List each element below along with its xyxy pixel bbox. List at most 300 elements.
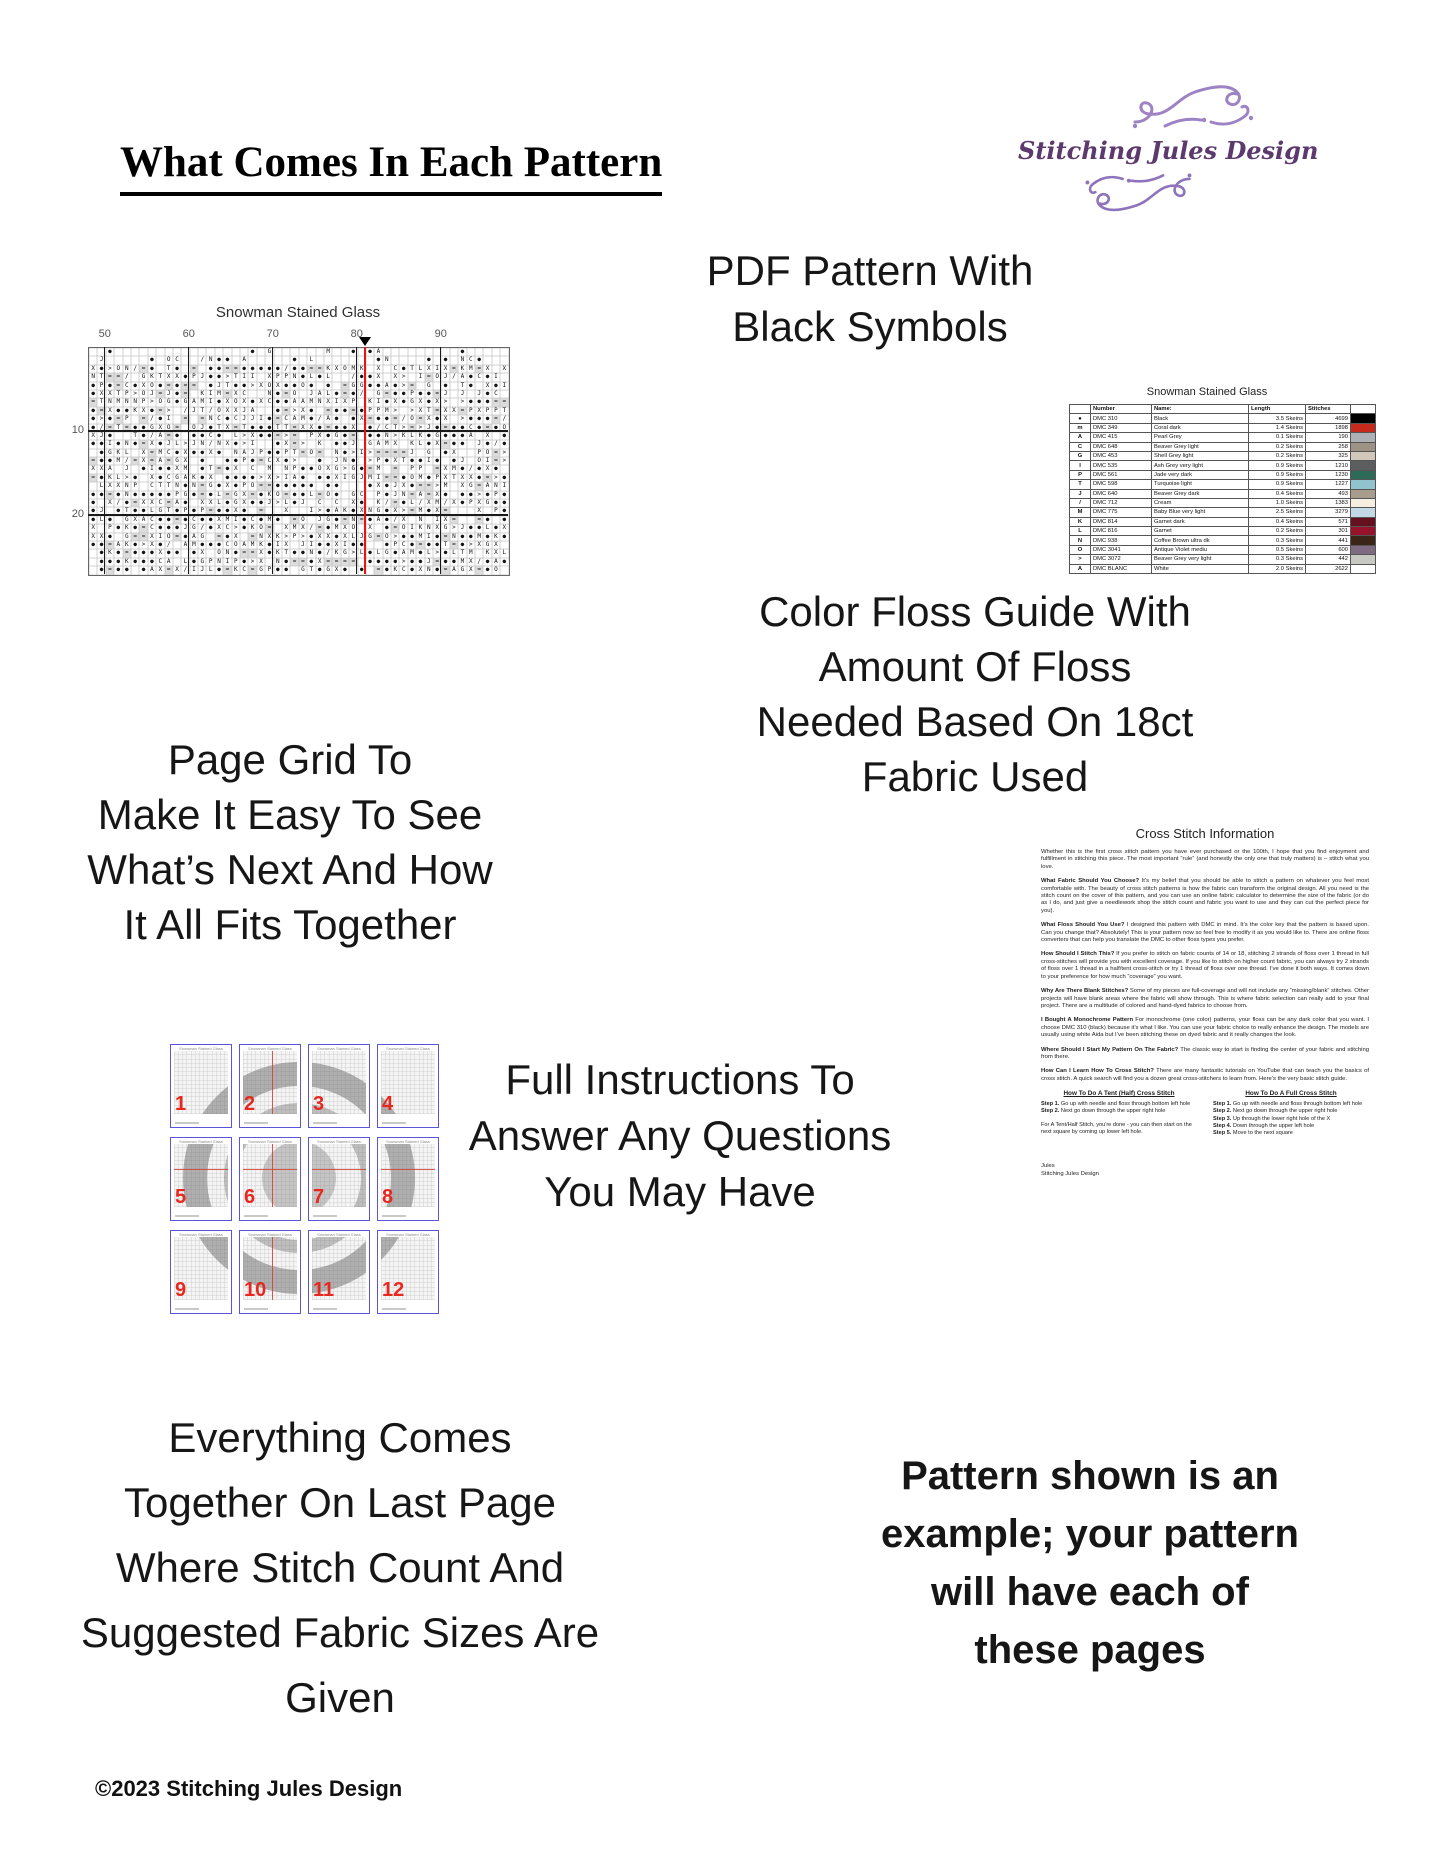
floss-row (1070, 517, 1376, 526)
chart-cell: = (290, 432, 298, 440)
chart-cell: / (123, 457, 131, 465)
chart-cell (173, 407, 181, 415)
floss-table-body (1070, 414, 1376, 574)
chart-cell: M (332, 524, 340, 532)
chart-cell: = (156, 390, 164, 398)
page-center-line-horizontal (381, 1169, 435, 1170)
page-footer-bar (175, 1122, 199, 1124)
chart-cell (332, 382, 340, 390)
chart-cell: G (425, 382, 433, 390)
chart-cell: = (341, 382, 349, 390)
chart-cell (165, 348, 173, 356)
chart-cell: = (131, 499, 139, 507)
chart-cell: O (248, 482, 256, 490)
chart-cell: X (433, 507, 441, 515)
chart-cell: L (173, 440, 181, 448)
chart-cell (500, 373, 508, 381)
chart-cell: = (366, 415, 374, 423)
chart-cell: > (399, 507, 407, 515)
chart-cell: X (206, 449, 214, 457)
chart-cell: X (198, 549, 206, 557)
chart-cell: ● (131, 424, 139, 432)
chart-cell: ● (475, 474, 483, 482)
chart-cell: N (232, 449, 240, 457)
chart-cell: K (274, 549, 282, 557)
page-header-text: Snowman Stained Glass (317, 1046, 361, 1051)
chart-cell: ● (206, 524, 214, 532)
chart-cell: C (391, 365, 399, 373)
chart-cell: > (341, 465, 349, 473)
chart-cell: P (282, 449, 290, 457)
chart-cell: C (206, 432, 214, 440)
chart-cell: ● (399, 474, 407, 482)
chart-cell: O (265, 382, 273, 390)
chart-cell: ● (240, 558, 248, 566)
chart-cell: J (97, 356, 105, 364)
chart-cell: ● (500, 432, 508, 440)
floss-cell: N (1070, 536, 1091, 545)
chart-cell: ● (173, 507, 181, 515)
caption-line: will have each of (931, 1570, 1249, 1614)
chart-cell (341, 415, 349, 423)
chart-cell: ● (458, 491, 466, 499)
floss-cell: DMC 453 (1091, 451, 1152, 460)
chart-cell: X (441, 415, 449, 423)
stained-glass-ring (183, 1062, 228, 1114)
chart-cell: ● (215, 541, 223, 549)
chart-cell: = (223, 390, 231, 398)
floss-row (1070, 536, 1376, 545)
chart-cell: ● (441, 449, 449, 457)
chart-cell: X (106, 407, 114, 415)
chart-cell: > (416, 424, 424, 432)
brand-logo (1018, 78, 1319, 218)
chart-cell: X (391, 398, 399, 406)
chart-cell (383, 465, 391, 473)
chart-cell: ● (131, 558, 139, 566)
chart-cell: ● (206, 424, 214, 432)
chart-cell: ● (441, 382, 449, 390)
chart-cell: ● (324, 524, 332, 532)
floss-cell: 2.5 Skeins (1249, 508, 1306, 517)
chart-cell: = (248, 549, 256, 557)
chart-cell: > (399, 373, 407, 381)
chart-cell: = (165, 382, 173, 390)
chart-cell: ● (332, 533, 340, 541)
chart-cell: ● (265, 549, 273, 557)
chart-cell (324, 499, 332, 507)
chart-cell: = (139, 440, 147, 448)
chart-cell: X (467, 558, 475, 566)
chart-cell: A (374, 516, 382, 524)
chart-cell: X (114, 482, 122, 490)
floss-cell: 0.9 Skeins (1249, 470, 1306, 479)
chart-cell (89, 558, 97, 566)
floss-color-swatch (1351, 555, 1376, 564)
chart-cell: ● (89, 415, 97, 423)
chart-cell: A (416, 491, 424, 499)
floss-cell: Cream (1152, 498, 1249, 507)
chart-cell: ● (458, 499, 466, 507)
chart-cell: X (299, 424, 307, 432)
chart-cell: ● (232, 457, 240, 465)
chart-cell: ● (97, 457, 105, 465)
chart-cell: A (114, 541, 122, 549)
chart-cell (492, 356, 500, 364)
chart-cell: X (483, 432, 491, 440)
chart-cell: X (433, 491, 441, 499)
chart-cell: K (358, 365, 366, 373)
chart-cell (500, 348, 508, 356)
chart-cell: G (349, 382, 357, 390)
chart-cell: = (349, 432, 357, 440)
chart-cell: ● (173, 524, 181, 532)
chart-cell: = (441, 440, 449, 448)
chart-cell: ● (257, 424, 265, 432)
stitch-guide-step: Step 1. Go up with needle and floss through bottom left hole (1213, 1101, 1363, 1108)
floss-row (1070, 423, 1376, 432)
chart-cell: = (181, 382, 189, 390)
chart-col-label: 60 (182, 328, 195, 340)
caption-last-page (70, 1405, 610, 1730)
paragraph-heading: What Floss Should You Use? (1041, 922, 1127, 929)
chart-cell: = (391, 474, 399, 482)
pattern-page-thumbnail (308, 1230, 370, 1314)
floss-cell: 2622 (1306, 564, 1351, 573)
chart-cell: O (299, 516, 307, 524)
chart-cell: ● (248, 499, 256, 507)
chart-cell: ● (332, 415, 340, 423)
chart-cell: ● (165, 524, 173, 532)
chart-cell: K (198, 390, 206, 398)
chart-cell: M (458, 558, 466, 566)
chart-cell: ● (223, 499, 231, 507)
chart-cell: ● (198, 516, 206, 524)
chart-cell (215, 457, 223, 465)
chart-cell: > (399, 424, 407, 432)
chart-cell: = (165, 457, 173, 465)
chart-cell (257, 390, 265, 398)
chart-cell: X (391, 373, 399, 381)
chart-cell: M (290, 524, 298, 532)
chart-cell: O (190, 424, 198, 432)
chart-cell: > (433, 482, 441, 490)
chart-cell: = (450, 516, 458, 524)
chart-cell: P (173, 491, 181, 499)
chart-cell: ● (299, 373, 307, 381)
chart-cell: ● (274, 407, 282, 415)
chart-cell (425, 516, 433, 524)
chart-cell: ● (131, 474, 139, 482)
floss-table-head (1070, 405, 1376, 414)
chart-cell: > (366, 449, 374, 457)
chart-cell: / (198, 356, 206, 364)
chart-cell (114, 533, 122, 541)
chart-cell: = (433, 390, 441, 398)
floss-cell: 301 (1306, 527, 1351, 536)
chart-cell (341, 348, 349, 356)
chart-cell (450, 356, 458, 364)
chart-cell: > (290, 457, 298, 465)
chart-cell: C (240, 566, 248, 574)
chart-cell: = (173, 533, 181, 541)
chart-cell: ● (181, 533, 189, 541)
page-number: 11 (313, 1279, 335, 1301)
chart-cell: O (383, 533, 391, 541)
floss-cell: M (1070, 508, 1091, 517)
chart-cell: ● (206, 541, 214, 549)
chart-cell: / (131, 365, 139, 373)
chart-cell: / (416, 499, 424, 507)
chart-cell: ● (156, 516, 164, 524)
chart-cell: G (181, 398, 189, 406)
pattern-page-thumbnail (308, 1044, 370, 1128)
chart-cell: = (408, 382, 416, 390)
chart-cell: I (248, 440, 256, 448)
chart-cell: P (475, 449, 483, 457)
chart-cell: ● (97, 491, 105, 499)
chart-cell: N (383, 356, 391, 364)
chart-cell: G (173, 457, 181, 465)
floss-color-swatch (1351, 461, 1376, 470)
chart-cell: P (408, 390, 416, 398)
floss-cell: DMC 640 (1091, 489, 1152, 498)
floss-cell: Black (1152, 414, 1249, 423)
chart-cell: L (148, 507, 156, 515)
chart-cell: ● (198, 432, 206, 440)
chart-cell: K (416, 524, 424, 532)
chart-cell: ● (223, 465, 231, 473)
caption-line: Answer Any Questions (468, 1112, 892, 1159)
chart-cell: G (173, 474, 181, 482)
chart-cell: G (198, 533, 206, 541)
chart-cell: ● (441, 558, 449, 566)
chart-cell: = (123, 549, 131, 557)
page-center-line-vertical (272, 1051, 273, 1114)
chart-cell (257, 407, 265, 415)
chart-cell: = (450, 365, 458, 373)
chart-cell (131, 465, 139, 473)
floss-cell: L (1070, 527, 1091, 536)
chart-cell: ● (215, 373, 223, 381)
stitch-guides (1041, 1090, 1369, 1137)
chart-cell: P (123, 390, 131, 398)
chart-cell: M (467, 549, 475, 557)
chart-cell: M (156, 449, 164, 457)
chart-cell: N (265, 390, 273, 398)
chart-cell (248, 356, 256, 364)
flourish-ornament-top-icon (1131, 78, 1256, 134)
chart-cell: X (467, 566, 475, 574)
page-number: 6 (244, 1186, 256, 1208)
chart-cell (274, 356, 282, 364)
chart-cell: N (274, 558, 282, 566)
chart-cell: K (366, 398, 374, 406)
floss-cell: DMC 775 (1091, 508, 1152, 517)
chart-cell: M (181, 465, 189, 473)
chart-cell: ● (341, 424, 349, 432)
chart-cell: X (89, 533, 97, 541)
caption-floss-guide (615, 584, 1335, 804)
chart-cell: ● (500, 474, 508, 482)
chart-cell: ● (89, 491, 97, 499)
chart-cell (341, 499, 349, 507)
chart-cell: O (500, 424, 508, 432)
chart-cell: M (416, 533, 424, 541)
chart-cell: C (240, 390, 248, 398)
chart-cell: T (223, 382, 231, 390)
chart-cell: ● (458, 541, 466, 549)
page-number: 10 (244, 1279, 267, 1301)
chart-cell: = (341, 390, 349, 398)
chart-cell: O (139, 390, 147, 398)
chart-cell: P (492, 407, 500, 415)
chart-cell: ● (97, 449, 105, 457)
page-footer-bar (244, 1308, 268, 1310)
chart-cell: ● (240, 507, 248, 515)
chart-cell: ● (316, 474, 324, 482)
chart-cell: = (165, 499, 173, 507)
chart-cell: C (492, 390, 500, 398)
caption-line: these pages (974, 1628, 1206, 1672)
chart-cell: L (483, 524, 491, 532)
chart-cell: G (425, 449, 433, 457)
chart-cell: I (416, 373, 424, 381)
floss-color-swatch (1351, 498, 1376, 507)
chart-cell: ● (131, 507, 139, 515)
chart-cell: X (240, 499, 248, 507)
chart-cell: X (173, 373, 181, 381)
floss-cell: DMC 415 (1091, 433, 1152, 442)
chart-cell: = (441, 507, 449, 515)
chart-cell: T (165, 365, 173, 373)
chart-cell (316, 348, 324, 356)
floss-cell: / (1070, 498, 1091, 507)
chart-cell: = (114, 415, 122, 423)
chart-cell: P (232, 558, 240, 566)
chart-cell: G (198, 558, 206, 566)
chart-cell (206, 549, 214, 557)
chart-cell (198, 365, 206, 373)
chart-cell: J (332, 457, 340, 465)
chart-cell: = (341, 558, 349, 566)
chart-cell: > (131, 390, 139, 398)
chart-cell: C (190, 516, 198, 524)
chart-cell (399, 407, 407, 415)
chart-cell: > (433, 549, 441, 557)
caption-line: You May Have (544, 1168, 816, 1215)
chart-cell: L (324, 373, 332, 381)
floss-row (1070, 545, 1376, 554)
chart-cell: ● (433, 457, 441, 465)
chart-cell: ● (215, 482, 223, 490)
chart-cell: O (148, 382, 156, 390)
chart-cell (156, 365, 164, 373)
chart-cell: = (416, 415, 424, 423)
chart-cell: / (198, 524, 206, 532)
chart-cell: X (483, 465, 491, 473)
chart-cell: C (148, 524, 156, 532)
chart-cell: C (265, 398, 273, 406)
chart-cell: L (374, 549, 382, 557)
chart-cell: ● (290, 549, 298, 557)
chart-cell (190, 465, 198, 473)
chart-cell: ● (181, 482, 189, 490)
chart-cell: ● (139, 558, 147, 566)
floss-cell: 1898 (1306, 423, 1351, 432)
floss-cell: 0.3 Skeins (1249, 555, 1306, 564)
chart-cell: ● (358, 566, 366, 574)
chart-cell: ● (500, 533, 508, 541)
chart-cell: M (265, 465, 273, 473)
chart-cell: ● (332, 407, 340, 415)
chart-cell: K (123, 558, 131, 566)
chart-cell: ● (433, 566, 441, 574)
floss-cell: 4699 (1306, 414, 1351, 423)
chart-cell: = (383, 390, 391, 398)
chart-cell: ● (366, 482, 374, 490)
chart-cell: K (274, 533, 282, 541)
chart-cell: ● (316, 457, 324, 465)
chart-cell: = (441, 566, 449, 574)
chart-cell: J (425, 424, 433, 432)
instructions-paragraph: What Fabric Should You Choose? It’s my belief that you should be able to stitch a pattern on whatever you feel most comfortable with. The beauty of cross stitch patterns is how the fabric can transform the original design. All you need is the stitch count on the cover of this pattern, and you can use an online fabric calculator to determine the size of the fabric (or do as I do, and just give a needlework shop the stitch count and fabric you want to use and they can cut the perfect piece for you). (1041, 878, 1370, 914)
chart-cell: ● (374, 432, 382, 440)
chart-cell: A (240, 541, 248, 549)
page-footer-bar (244, 1215, 268, 1217)
chart-cell: X (500, 524, 508, 532)
chart-cell: O (215, 407, 223, 415)
floss-cell: Shell Grey light (1152, 451, 1249, 460)
page-header-text: Snowman Stained Glass (179, 1232, 223, 1237)
chart-cell: ● (450, 440, 458, 448)
chart-cell: = (89, 457, 97, 465)
chart-cell: O (215, 549, 223, 557)
chart-cell: X (232, 407, 240, 415)
chart-cell: ● (307, 558, 315, 566)
chart-cell: I (433, 365, 441, 373)
chart-cell: J (248, 415, 256, 423)
chart-cell: J (165, 440, 173, 448)
instructions-body (1041, 849, 1369, 1083)
chart-cell (366, 499, 374, 507)
floss-cell: 600 (1306, 545, 1351, 554)
chart-cell: ● (282, 482, 290, 490)
chart-cell: X (341, 398, 349, 406)
chart-cell: ● (257, 491, 265, 499)
chart-cell: L (114, 474, 122, 482)
chart-cell: = (408, 507, 416, 515)
chart-cell: > (282, 533, 290, 541)
chart-cell: ● (232, 440, 240, 448)
chart-cell: M (324, 348, 332, 356)
chart-cell: ● (349, 348, 357, 356)
chart-cell: > (248, 558, 256, 566)
chart-cell: ● (425, 474, 433, 482)
chart-cell: = (416, 541, 424, 549)
floss-color-swatch (1351, 480, 1376, 489)
chart-cell (324, 356, 332, 364)
floss-cell: I (1070, 461, 1091, 470)
chart-cell: ● (114, 440, 122, 448)
chart-cell (391, 348, 399, 356)
chart-cell: X (299, 524, 307, 532)
chart-cell: ● (324, 541, 332, 549)
chart-cell: J (307, 390, 315, 398)
chart-cell: ● (383, 558, 391, 566)
chart-cell: ● (475, 465, 483, 473)
chart-cell: = (408, 424, 416, 432)
